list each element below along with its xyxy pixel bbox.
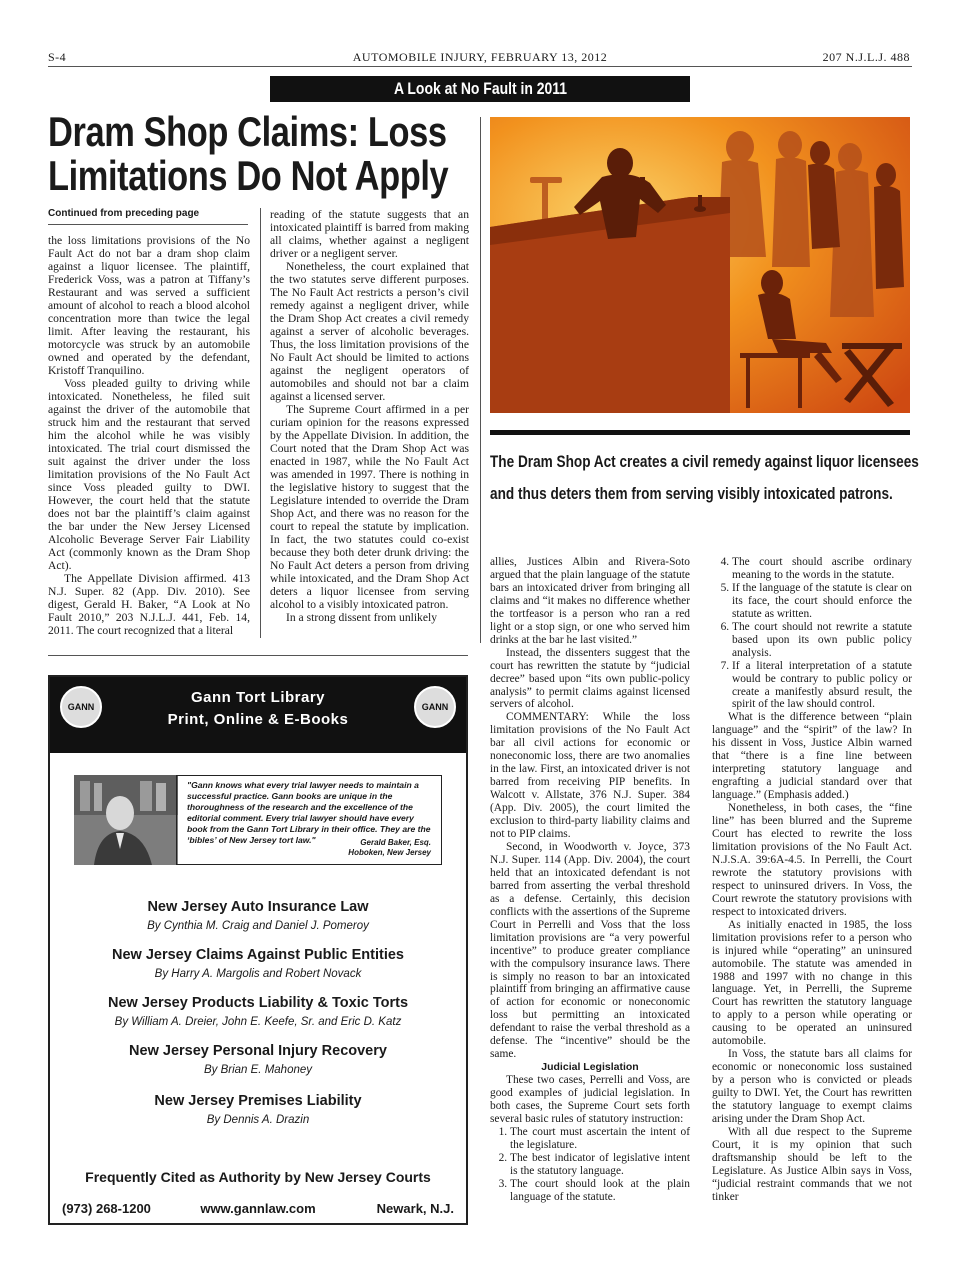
headline <box>48 110 468 198</box>
paragraph: reading of the statute suggests that an intoxicated plaintiff is barred from making all claims, whether against a negligent driver or a negligent server. <box>270 208 469 260</box>
caption-line-1: The Dram Shop Act creates a civil remedy against liquor licensees <box>490 452 919 471</box>
attorney-portrait <box>74 775 178 865</box>
bar-silhouette-illustration <box>490 117 910 413</box>
book-listing <box>50 947 466 980</box>
book-listing <box>50 899 466 932</box>
book-authors: By Harry A. Margolis and Robert Novack <box>154 968 362 980</box>
list-item: 7. If a literal interpretation of a statute would be contrary to public policy or create a manifestly absurd result, the spirit of the law should control. <box>732 660 912 712</box>
article-column-4 <box>712 556 912 1204</box>
book-authors: By Dennis A. Drazin <box>206 1114 310 1126</box>
testimonial-text: "Gann knows what every trial lawyer needs to maintain a successful practice. Gann books are unique in the thoroughness of the research and the excellence of the editorial comment. Every trial lawyer should have every book from the Gann Tort Library in their office. They are the ‘bibles’ of New Jersey tort law." <box>187 780 431 845</box>
ad-phone: (973) 268-1200 <box>62 1201 151 1216</box>
list-item: 3. The court should look at the plain language of the statute. <box>510 1178 690 1204</box>
caption-line-2: and thus deters them from serving visibly intoxicated patrons. <box>490 484 893 503</box>
paragraph: Nonetheless, the court explained that the two statutes serve different purposes. The No Fault Act restricts a person’s civil remedy against a negligent driver, while the Dram Shop Act creates a civil remedy against a server of alcoholic beverages. Thus, the loss limitation provisions of the No Fault Act should be limited to actions against the negligent operators of automobiles and should not bar a claim against a licensed server. <box>270 260 469 403</box>
book-title: New Jersey Auto Insurance Law <box>147 899 369 915</box>
article-column-1 <box>48 234 250 637</box>
list-item: 2. The best indicator of legislative intent is the statutory language. <box>510 1152 690 1178</box>
header-rule <box>48 66 912 67</box>
book-title: New Jersey Claims Against Public Entities <box>112 947 404 963</box>
ad-website: www.gannlaw.com <box>200 1201 316 1216</box>
paragraph: The Supreme Court affirmed in a per curiam opinion for the reasons expressed by the Appellate Division. In addition, the Court noted that the Dram Shop Act was enacted in 1987, while the No Fault Act was amended in 1997. There is nothing in the legislative history to suggest that the Legislature intended to override the Dram Shop Act, and there was no reason for the court to repeal the statute by implication. In fact, the two statutes could co-exist because they both deter drunk driving: the No Fault Act deters a person from driving while intoxicated, and the Dram Shop Act deters a liquor licensee from serving alcohol to a visibly intoxicated patron. <box>270 403 469 611</box>
book-listing <box>50 1043 466 1076</box>
testimonial-attribution <box>348 838 431 858</box>
rules-list-continued <box>712 556 912 711</box>
paragraph: Nonetheless, in both cases, the “fine line” has been blurred and the Supreme Court has elected to rewrite the loss limitation provisions of the No Fault Act. N.J.S.A. 39:6A-4.5. In Perrelli, the Court rewrote the statutory provisions with respect to uninsured drivers. In Voss, the Court rewrote the statutory provisions with respect to intoxicated drivers. <box>712 802 912 918</box>
paragraph: allies, Justices Albin and Rivera-Soto argued that the plain language of the statute bars an intoxicated driver from bringing all claims and “it makes no difference whether the tortfeasor is a person who ran a red light or a stop sign, or one who served him drinks at the bar he last visited.” <box>490 556 690 646</box>
section-banner: A Look at No Fault in 2011 <box>270 76 690 102</box>
caption-bar <box>490 430 910 435</box>
book-authors: By Cynthia M. Craig and Daniel J. Pomeroy <box>147 920 369 932</box>
subheading: Judicial Legislation <box>541 1061 639 1074</box>
continued-rule <box>48 224 248 225</box>
list-item: 1. The court must ascertain the intent of the legislature. <box>510 1126 690 1152</box>
testimonial-city: Hoboken, New Jersey <box>348 848 431 857</box>
paragraph: COMMENTARY: While the loss limitation provisions of the No Fault Act bar all civil actions for economic or noneconomic loss, there are two anomalies in the law. First, an intoxicated driver is not barred from receiving PIP benefits. In Walcott v. Allstate, 376 N.J. Super. 384 (App. Div. 2005), the court limited the exclusion to third-party liability claims and not to PIP claims. <box>490 711 690 841</box>
paragraph: Second, in Woodworth v. Joyce, 373 N.J. Super. 114 (App. Div. 2004), the court held that an intoxicated defendant is not barred from asserting the verbal threshold as a defense. Certainly, this decision conflicts with the assertions of the Supreme Court in Perrelli and Voss that the loss limitation provisions are “a very powerful incentive” to produce greater compliance with the compulsory insurance laws. There is simply no reason to bar an intoxicated plaintiff from bringing an affirmative cause of action for economic or noneconomic loss but permitting an intoxicated defendant to raise the verbal threshold as a defense. The “incentive” should be the same. <box>490 840 690 1061</box>
publication-dateline: AUTOMOBILE INJURY, FEBRUARY 13, 2012 <box>352 50 608 64</box>
gann-seal-icon: GANN <box>60 686 102 728</box>
continued-note: Continued from preceding page <box>48 208 200 219</box>
headline-line-2: Limitations Do Not Apply <box>48 152 449 199</box>
book-title: New Jersey Products Liability & Toxic Torts <box>107 995 409 1011</box>
ad-city: Newark, N.J. <box>376 1201 454 1216</box>
paragraph: the loss limitations provisions of the No Fault Act do not bar a dram shop claim against a liquor licensee. The plaintiff, Frederick Voss, was a patron at Tiffany’s Restaurant and was served a sufficient amount of alcohol to reach a blood alcohol concentration more than twice the legal limit. After leaving the restaurant, his motorcycle was struck by an automobile owned and operated by the defendant, Kristoff Tranquilino. <box>48 234 250 377</box>
article-column-2 <box>270 208 469 624</box>
gann-seal-icon: GANN <box>414 686 456 728</box>
list-item: 4. The court should ascribe ordinary meaning to the words in the statute. <box>732 556 912 582</box>
paragraph: The Appellate Division affirmed. 413 N.J. Super. 82 (App. Div. 2010). See digest, Gerald H. Baker, “A Look at No Fault 2010,” 203 N.J.L.J. 441, Feb. 14, 2011. The court recognized that a literal <box>48 572 250 637</box>
photo-caption <box>490 446 920 510</box>
paragraph: Voss pleaded guilty to driving while intoxicated. Nonetheless, he filed suit against the driver of the automobile that struck him and the restaurant that served him the alcohol while he was visibly intoxicated. The trial court dismissed the suit against the driver under the loss limitation provisions of the No Fault Act since Voss pleaded guilty to DWI. However, the court held that the statute does not bar the plaintiff’s claim against the bar under the New Jersey Licensed Alcoholic Beverage Server Fair Liability Act (commonly known as the Dram Shop Act). <box>48 377 250 572</box>
list-item: 5. If the language of the statute is clear on its face, the court should enforce the statute as written. <box>732 582 912 621</box>
list-item: 6. The court should not rewrite a statute based upon its own public policy analysis. <box>732 621 912 660</box>
bar-scene-image <box>490 117 910 413</box>
gann-advertisement <box>48 675 468 1225</box>
headline-line-1: Dram Shop Claims: Loss <box>48 108 447 155</box>
ad-subtitle: Print, Online & E-Books <box>167 711 349 728</box>
section-rule <box>48 655 468 656</box>
book-listing <box>50 995 466 1028</box>
column-divider <box>260 208 261 638</box>
paragraph: What is the difference between “plain language” and the “spirit” of the law? In his dissent in Voss, Justice Albin warned that “there is a fine line between interpreting statutory language and engrafting a judicial standard over that language.” (Emphasis added.) <box>712 711 912 802</box>
testimonial-author: Gerald Baker, Esq. <box>360 838 431 847</box>
article-column-3 <box>490 556 690 1204</box>
page-number: S-4 <box>48 50 67 64</box>
book-authors: By Brian E. Mahoney <box>203 1064 313 1076</box>
ad-tagline: Frequently Cited as Authority by New Jersey Courts <box>85 1169 431 1185</box>
rules-list <box>490 1126 690 1204</box>
paragraph: Instead, the dissenters suggest that the court has rewritten the statute by “judicial decree” based upon “its own public-policy analysis” to permit claims against licensed servers of alcohol. <box>490 646 690 711</box>
book-authors: By William A. Dreier, John E. Keefe, Sr. and Eric D. Katz <box>114 1016 402 1028</box>
book-title: New Jersey Premises Liability <box>154 1093 362 1109</box>
column-divider <box>480 117 481 643</box>
testimonial <box>176 775 442 865</box>
citation: 207 N.J.L.J. 488 <box>822 50 910 64</box>
ad-header <box>50 677 466 753</box>
paragraph: These two cases, Perrelli and Voss, are good examples of judicial legislation. In both cases, the Supreme Court sets forth several basic rules of statutory instruction: <box>490 1074 690 1125</box>
paragraph: As initially enacted in 1985, the loss limitation provisions refer to a person who is injured while “operating” an uninsured automobile. The statute was amended in 1988 and 1997 with no change in this language. Yet, in Perrelli, the Supreme Court has rewritten the statutory language to apply to a person while operating or causing to be operated an uninsured automobile. <box>712 918 912 1048</box>
book-title: New Jersey Personal Injury Recovery <box>129 1043 387 1059</box>
book-listing <box>50 1093 466 1126</box>
paragraph: In Voss, the statute bars all claims for economic or noneconomic loss sustained by a person who is convicted or pleads guilty to DWI. Yet, the Court has rewritten the statutory language to exempt claims arising under the Dram Shop Act. <box>712 1048 912 1125</box>
paragraph: In a strong dissent from unlikely <box>286 611 438 624</box>
ad-title: Gann Tort Library <box>190 689 326 706</box>
paragraph: With all due respect to the Supreme Court, it is my opinion that such draftsmanship should be left to the Legislature. As Justice Albin says in Voss, “judicial restraint commands that we not tinker <box>712 1125 912 1203</box>
